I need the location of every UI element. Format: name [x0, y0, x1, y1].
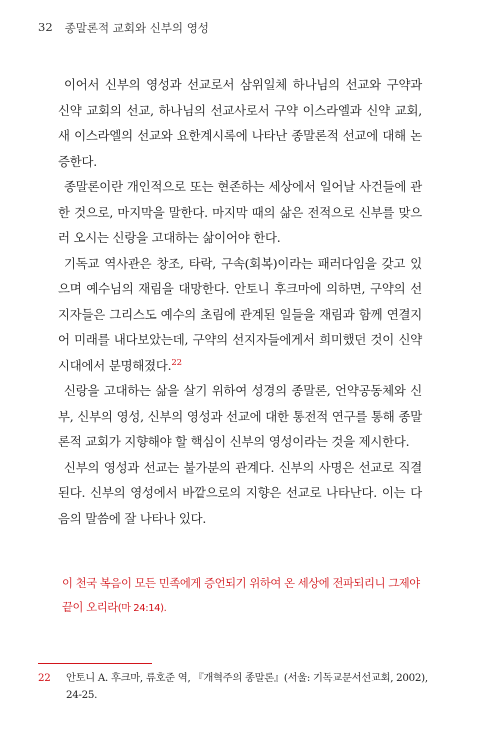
paragraph-2: 종말론이란 개인적으로 또는 현존하는 세상에서 일어날 사건들에 관한 것으로, 마지막을 말한다. 마지막 때의 삶은 전적으로 신부를 맞으러 오시는 신랑을 고대하는 삶이어야 한다. — [58, 179, 422, 245]
paragraph-3-text: 기독교 역사관은 창조, 타락, 구속(회복)이라는 패러다임을 갖고 있으며 예수님의 재림을 대망한다. 안토니 후크마에 의하면, 구약의 선지자들은 그리스도 예수의 초림에 관계된 일들을 재림과 함께 연결지어 미래를 내다보았는데, 구약의 선지자들에게서 희미했던 것이 신약 시대에서 분명해졌다. — [58, 255, 422, 373]
quote-reference: (마 24:14). — [117, 603, 167, 614]
scripture-quote — [62, 572, 422, 621]
footnote — [38, 670, 428, 704]
paragraph-3 — [58, 251, 422, 379]
running-title: 종말론적 교회와 신부의 영성 — [64, 21, 209, 35]
running-header — [38, 20, 209, 36]
footnote-ref-22[interactable]: 22 — [171, 357, 182, 368]
footnote-divider — [38, 663, 152, 664]
paragraph-5: 신부의 영성과 선교는 불가분의 관계다. 신부의 사명은 선교로 직결된다. 신부의 영성에서 바깥으로의 지향은 선교로 나타난다. 이는 다음의 말씀에 잘 나타나 있다. — [58, 459, 422, 526]
paragraph-1: 이어서 신부의 영성과 선교로서 삼위일체 하나님의 선교와 구약과 신약 교회의 선교, 하나님의 선교사로서 구약 이스라엘과 신약 교회, 새 이스라엘의 선교와 요한계시록에 나타난 종말론적 선교에 대해 논증한다. — [58, 77, 422, 169]
body-text — [58, 72, 422, 531]
paragraph-4: 신랑을 고대하는 삶을 살기 위하여 성경의 종말론, 언약공동체와 신부, 신부의 영성, 신부의 영성과 선교에 대한 통전적 연구를 통해 종말론적 교회가 지향해야 할 핵심이 신부의 영성이라는 것을 제시한다. — [58, 383, 422, 449]
footnote-text: 안토니 A. 후크마, 류호준 역, 『개혁주의 종말론』(서울: 기독교문서선교회, 2002), 24-25. — [66, 672, 428, 701]
footnote-number: 22 — [38, 672, 51, 684]
quote-text: 이 천국 복음이 모든 민족에게 증언되기 위하여 온 세상에 전파되리니 그제야 끝이 오리라 — [62, 577, 420, 614]
page-number: 32 — [38, 20, 53, 34]
